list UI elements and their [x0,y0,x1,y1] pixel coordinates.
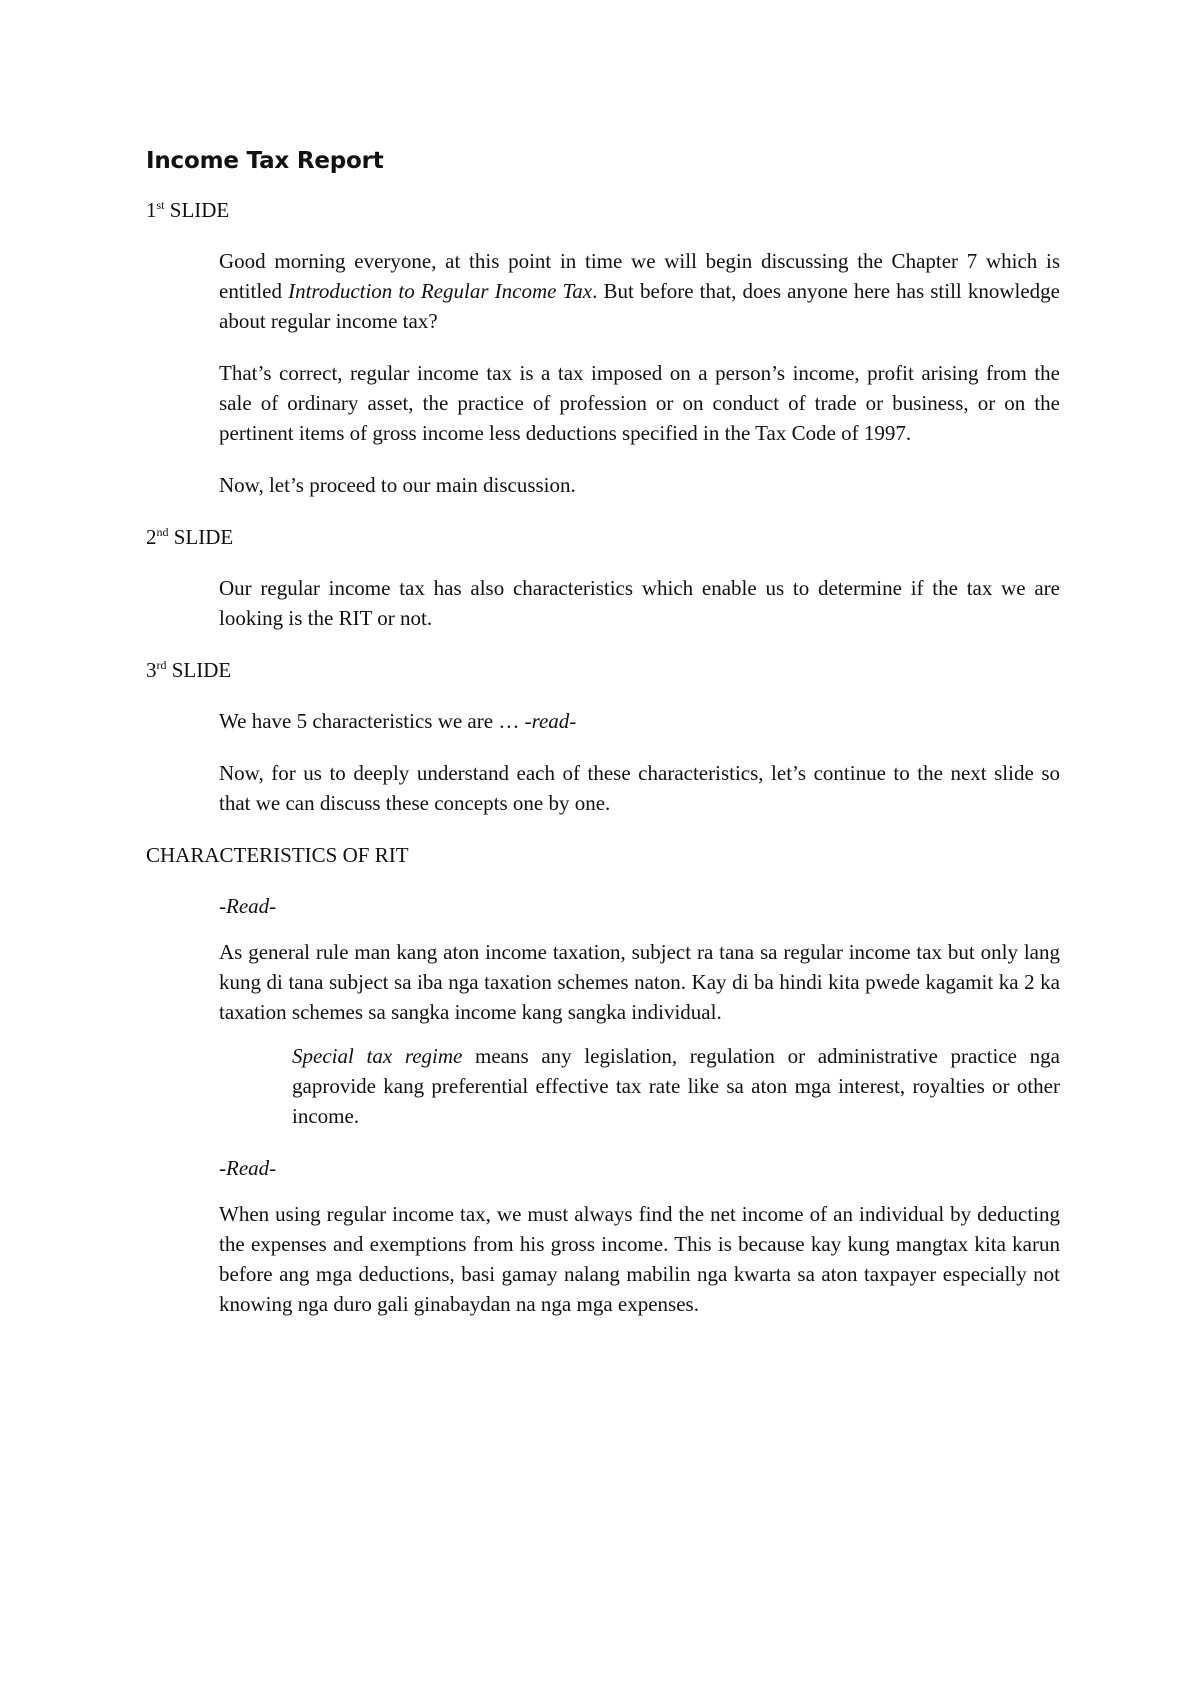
slide-3-paragraph-2: Now, for us to deeply understand each of these characteristics, let’s continue to the next slide so that we can discuss these concepts one by one. [219,761,1060,815]
slide-1-paragraph-3: Now, let’s proceed to our main discussion. [219,473,576,497]
slide-1-label: SLIDE [164,198,230,222]
characteristics-paragraph-2: When using regular income tax, we must always find the net income of an individual by deducting the expenses and exemptions from his gross income. This is because kay kung mangtax kita karun before ang mga deductions, basi gamay nalang mabilin nga kwarta sa aton taxpayer especially not knowing nga duro gali ginabaydan na nga mga expenses. [219,1202,1060,1316]
slide-1-paragraph-2: That’s correct, regular income tax is a tax imposed on a person’s income, profit arising from the sale of ordinary asset, the practice of profession or on conduct of trade or business, or on the pertinent items of gross income less deductions specified in the Tax Code of 1997. [219,361,1060,445]
slide-3-heading [146,655,1060,685]
slide-1-heading [146,195,1060,225]
document-title: Income Tax Report [146,148,384,174]
special-tax-regime-term: Special tax regime [292,1044,463,1068]
slide-2-number: 2 [146,525,157,549]
special-tax-regime-definition: Special tax regime means any legislation, regulation or administrative practice nga gaprovide kang preferential effective tax rate like sa aton mga interest, royalties or other income. [292,1044,1060,1128]
slide-3-number: 3 [146,658,157,682]
slide-3-ordinal: rd [156,658,167,672]
slide-2-heading [146,522,1060,552]
chapter-title: Introduction to Regular Income Tax [288,279,593,303]
read-cue-1: -Read- [219,894,277,918]
read-cue-2: -Read- [219,1156,277,1180]
slide-3-paragraph-1: We have 5 characteristics we are … -read- [219,709,577,733]
slide-3-label: SLIDE [166,658,232,682]
characteristics-paragraph-1: As general rule man kang aton income taxation, subject ra tana sa regular income tax but only lang kung di tana subject sa iba nga taxation schemes naton. Kay di ba hindi kita pwede kagamit ka 2 ka taxation schemes sa sangka income kang sangka individual. [219,940,1060,1024]
slide-1-ordinal: st [156,198,165,212]
slide-2-label: SLIDE [168,525,234,549]
slide-1-paragraph-1: Good morning everyone, at this point in time we will begin discussing the Chapter 7 which is entitled Introduction to Regular Income Tax. But before that, does anyone here has still knowledge about regular income tax? [219,249,1061,333]
slide-1-number: 1 [146,198,157,222]
slide-2-paragraph-1: Our regular income tax has also characteristics which enable us to determine if the tax we are looking is the RIT or not. [219,576,1060,630]
characteristics-heading: CHARACTERISTICS OF RIT [146,843,409,867]
slide-2-ordinal: nd [156,525,169,539]
read-cue: -read- [524,709,577,733]
